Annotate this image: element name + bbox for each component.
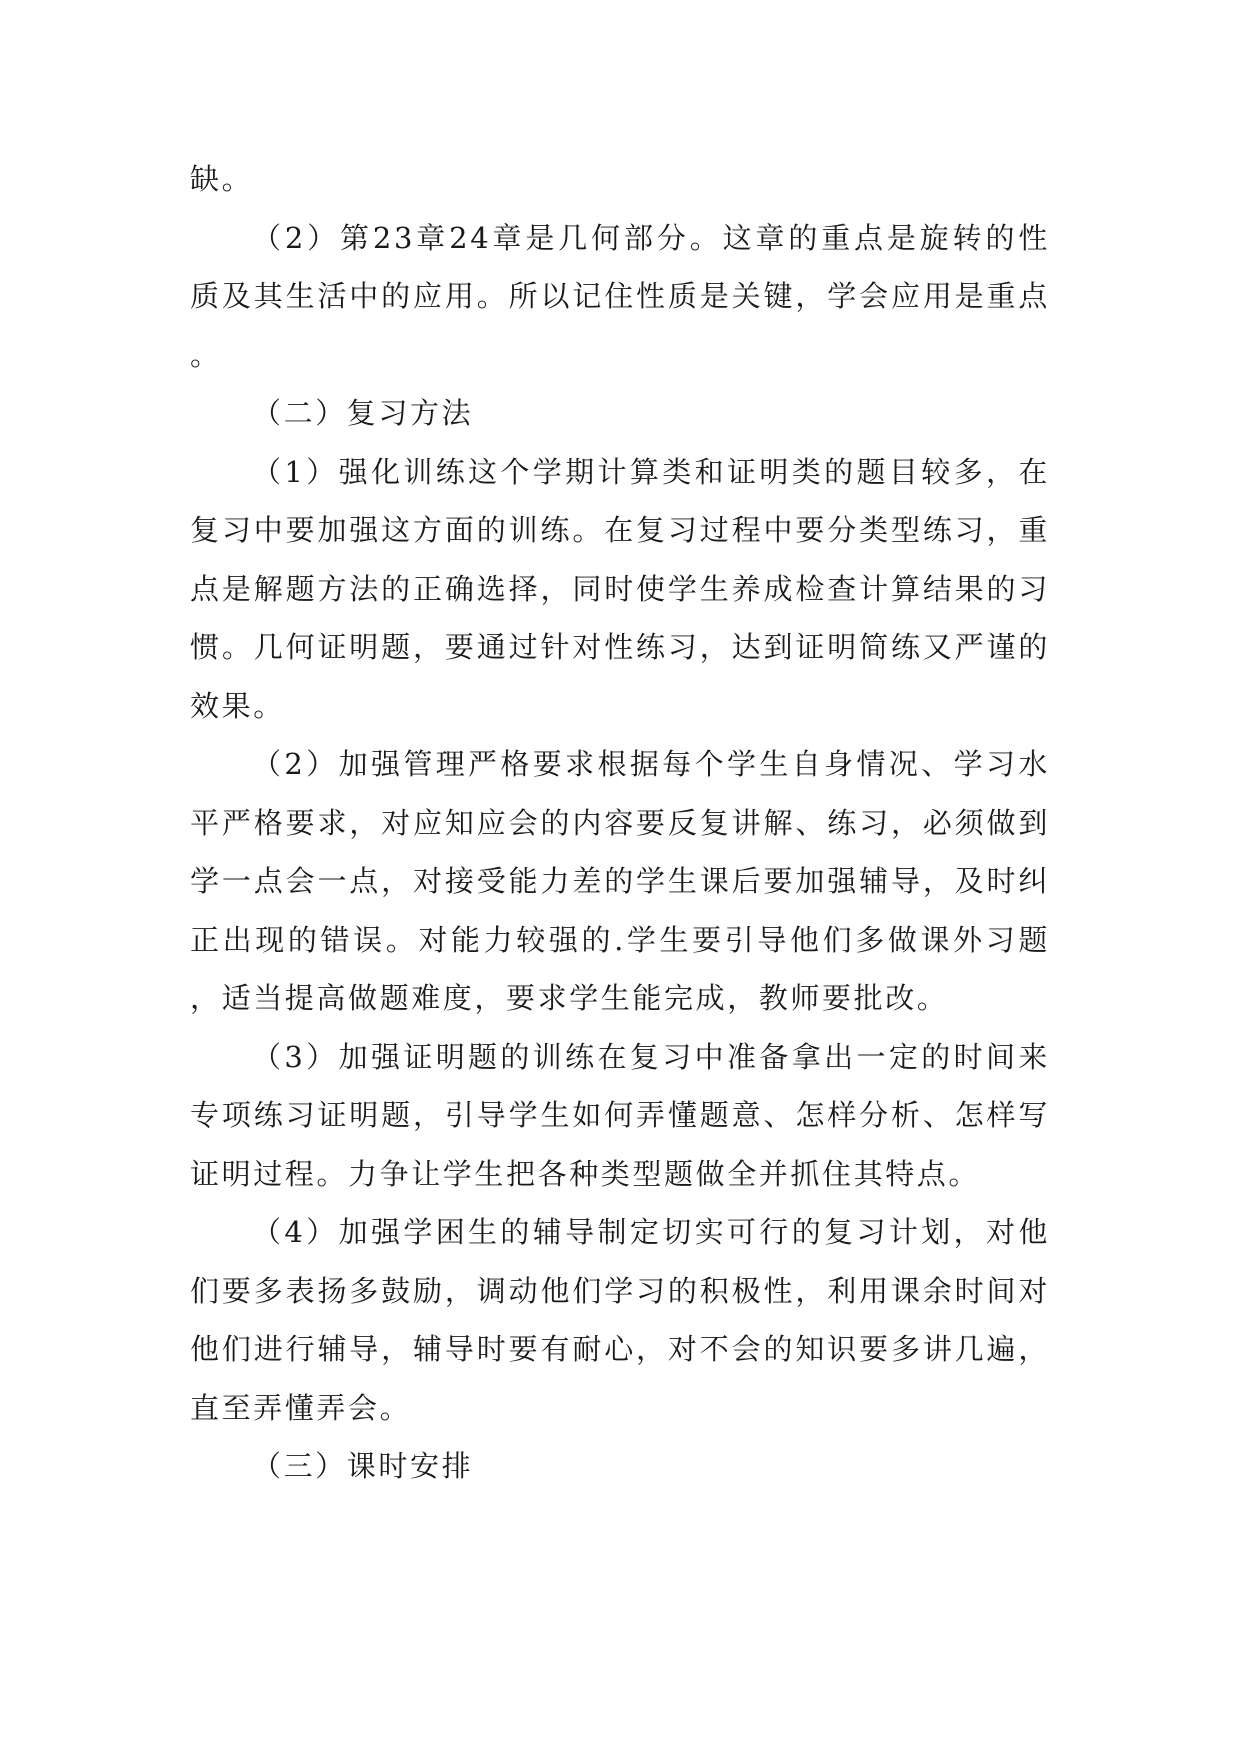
heading-class-schedule: （三）课时安排 (252, 1449, 474, 1483)
paragraph-continuation: 缺。 (190, 162, 254, 196)
paragraph-geometry-section: （2）第23章24章是几何部分。这章的重点是旋转的性质及其生活中的应用。所以记住性质是关键，学会应用是重点。 (190, 220, 1050, 372)
paragraph-strict-management: （2）加强管理严格要求根据每个学生自身情况、学习水平严格要求，对应知应会的内容要反复讲解、练习，必须做到学一点会一点，对接受能力差的学生课后要加强辅导，及时纠正出现的错误。对能力较强的.学生要引导他们多做课外习题，适当提高做题难度，要求学生能完成，教师要批改。 (190, 747, 1050, 1015)
paragraph-intensive-training: （1）强化训练这个学期计算类和证明类的题目较多，在复习中要加强这方面的训练。在复习过程中要分类型练习，重点是解题方法的正确选择，同时使学生养成检查计算结果的习惯。几何证明题，要通过针对性练习，达到证明简练又严谨的效果。 (190, 454, 1050, 723)
heading-review-methods: （二）复习方法 (252, 396, 474, 430)
paragraph-struggling-students: （4）加强学困生的辅导制定切实可行的复习计划，对他们要多表扬多鼓励，调动他们学习的积极性，利用课余时间对他们进行辅导，辅导时要有耐心，对不会的知识要多讲几遍，直至弄懂弄会。 (190, 1215, 1050, 1425)
paragraph-proof-training: （3）加强证明题的训练在复习中准备拿出一定的时间来专项练习证明题，引导学生如何弄懂题意、怎样分析、怎样写证明过程。力争让学生把各种类型题做全并抓住其特点。 (190, 1039, 1050, 1191)
document-body (190, 150, 1050, 1496)
